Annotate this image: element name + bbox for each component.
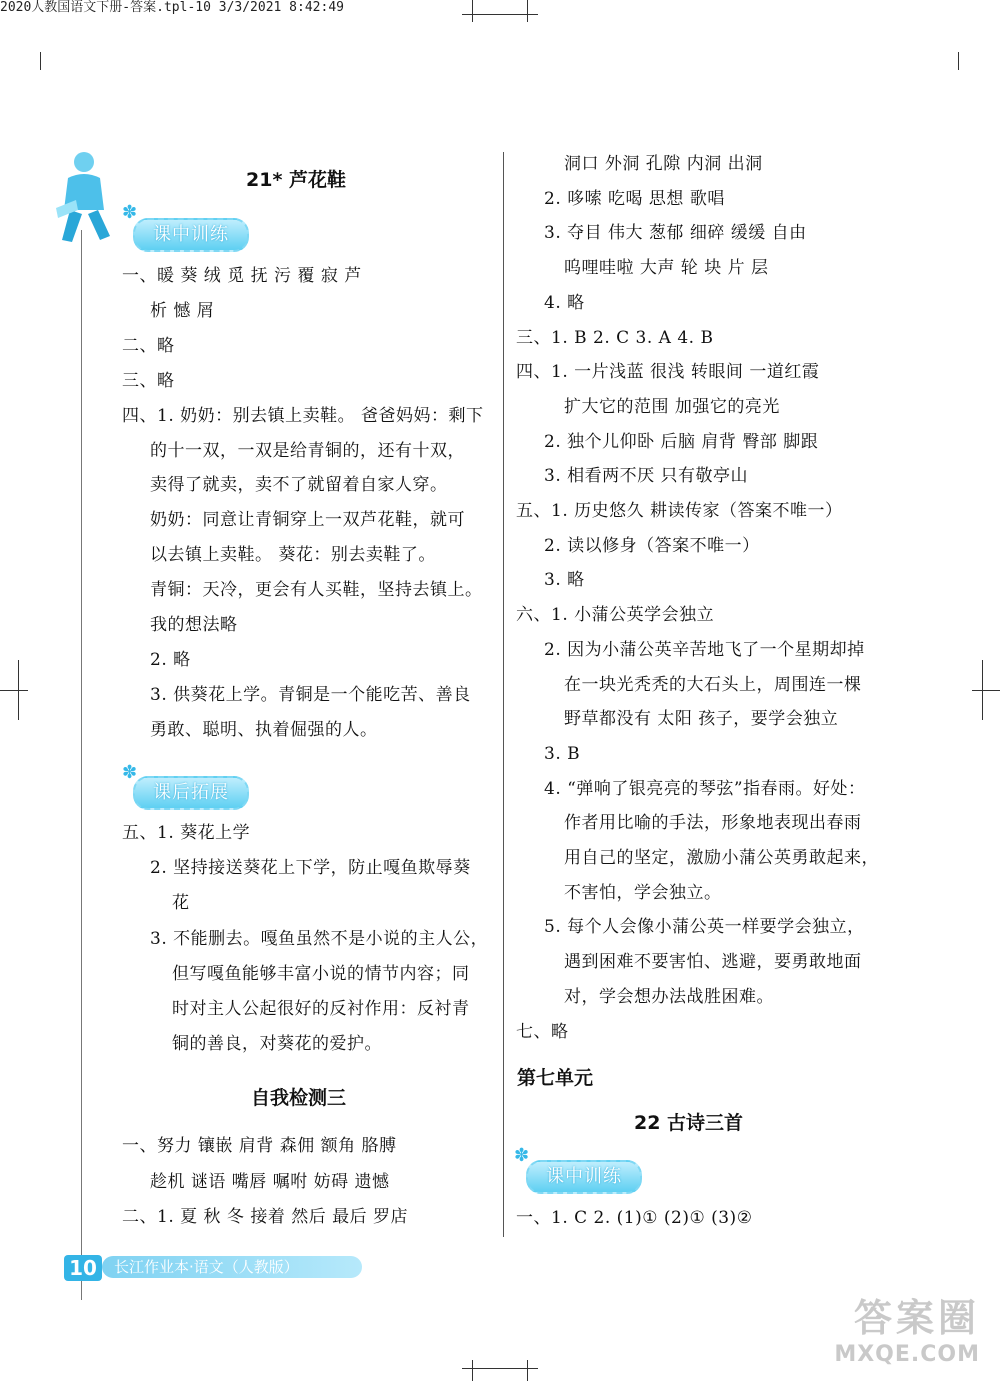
answer-line: 五、1. 历史悠久 耕读传家（答案不唯一） <box>516 501 843 521</box>
answer-line: 三、略 <box>122 370 175 391</box>
answer-line: 对，学会想办法战胜困难。 <box>564 986 774 1007</box>
answer-line: 四、1. 一片浅蓝 很浅 转眼间 一道红霞 <box>516 362 820 383</box>
answer-line: 二、1. 夏 秋 冬 接着 然后 最后 罗店 <box>122 1207 409 1227</box>
answer-line: 2. 哆嗦 吃喝 思想 歌唱 <box>544 188 725 209</box>
in-class-training-badge: 课中训练 <box>133 218 249 252</box>
answer-line: 三、1. B 2. C 3. A 4. B <box>516 327 714 348</box>
answer-line: 四、1. 奶奶：别去镇上卖鞋。 爸爸妈妈：剩下 <box>122 405 484 426</box>
answer-line: 2. 略 <box>150 649 191 670</box>
answer-line: 3. 不能删去。嘎鱼虽然不是小说的主人公， <box>150 928 489 949</box>
crop-mark <box>972 690 1000 691</box>
crop-mark <box>527 0 528 22</box>
answer-line: 时对主人公起很好的反衬作用：反衬青 <box>172 999 470 1019</box>
answer-line: 花 <box>172 893 190 914</box>
answer-line: 一、暖 葵 绒 觅 抚 污 覆 寂 芦 <box>122 266 362 286</box>
crop-mark <box>462 1368 538 1369</box>
answer-line: 以去镇上卖鞋。 葵花：别去卖鞋了。 <box>150 545 436 566</box>
answer-line: 我的想法略 <box>150 615 238 635</box>
answer-line: 2. 独个儿仰卧 后脑 肩背 臀部 脚跟 <box>544 431 819 452</box>
answer-line: 七、略 <box>516 1021 569 1042</box>
answer-line: 3. 略 <box>544 570 585 591</box>
crop-mark <box>472 1360 473 1381</box>
column-divider <box>503 152 504 1237</box>
unit-7-heading: 第七单元 <box>517 1067 594 1089</box>
answer-line: 3. 相看两不厌 只有敬亭山 <box>544 466 749 487</box>
answer-line: 析 憾 屑 <box>150 300 215 321</box>
answer-line: 二、略 <box>122 335 175 356</box>
answer-line: 不害怕，学会独立。 <box>564 882 722 903</box>
lesson-21-title: 21* 芦花鞋 <box>246 169 346 191</box>
in-class-training-badge-right: 课中训练 <box>526 1160 642 1194</box>
answer-line: 3. 夺目 伟大 葱郁 细碎 缓缓 自由 <box>544 223 807 244</box>
answer-line: 作者用比喻的手法，形象地表现出春雨 <box>564 813 862 834</box>
answer-line: 一、努力 镶嵌 肩背 森佣 额角 胳膊 <box>122 1136 397 1156</box>
answer-line: 2. 因为小蒲公英辛苦地飞了一个星期却掉 <box>544 639 865 660</box>
answer-line: 奶奶：同意让青铜穿上一双芦花鞋，就可 <box>150 510 465 531</box>
lesson-22-title: 22 古诗三首 <box>634 1112 744 1134</box>
watermark <box>834 1287 980 1367</box>
crop-mark <box>18 660 19 720</box>
answer-line: 勇敢、聪明、执着倔强的人。 <box>150 719 378 740</box>
answer-line: 的十一双，一双是给青铜的，还有十双， <box>150 440 465 461</box>
file-header: 2020人教国语文下册-答案.tpl-10 3/3/2021 8:42:49 <box>0 0 344 15</box>
answer-line: 遇到困难不要害怕、逃避，要勇敢地面 <box>564 952 862 973</box>
crop-mark <box>0 690 28 691</box>
answer-line: 3. 供葵花上学。青铜是一个能吃苦、善良 <box>150 684 471 705</box>
answer-line: 用自己的坚定，激励小蒲公英勇敢起来， <box>564 848 879 868</box>
page-number: 10 <box>64 1255 102 1281</box>
book-title: 长江作业本·语文（人教版） <box>102 1256 362 1278</box>
answer-line: 呜哩哇啦 大声 轮 块 片 层 <box>564 258 769 279</box>
answer-line: 4. “弹响了银亮亮的琴弦”指春雨。好处： <box>544 778 866 799</box>
watermark-logo-text: 答案圈 <box>853 1296 980 1340</box>
answer-line: 五、1. 葵花上学 <box>122 823 251 843</box>
answer-line: 但写嘎鱼能够丰富小说的情节内容；同 <box>172 963 470 984</box>
crop-mark <box>527 1360 528 1381</box>
watermark-url: MXQE.COM <box>834 1342 980 1367</box>
answer-line: 卖得了就卖，卖不了就留着自家人穿。 <box>150 475 448 496</box>
answer-line: 5. 每个人会像小蒲公英一样要学会独立， <box>544 917 865 938</box>
answer-line: 2. 坚持接送葵花上下学，防止嘎鱼欺辱葵 <box>150 858 471 879</box>
answer-line: 2. 读以修身（答案不唯一） <box>544 535 760 556</box>
after-class-extension-badge: 课后拓展 <box>133 776 249 810</box>
crop-mark <box>982 660 983 720</box>
answer-line: 野草都没有 太阳 孩子，要学会独立 <box>564 709 839 730</box>
crop-mark <box>472 0 473 22</box>
answer-line: 青铜：天冷，更会有人买鞋，坚持去镇上。 <box>150 580 483 601</box>
margin-line <box>81 230 82 1300</box>
flower-icon: ✽ <box>122 762 138 783</box>
answer-line: 铜的善良，对葵花的爱护。 <box>172 1034 382 1055</box>
answer-line: 扩大它的范围 加强它的亮光 <box>564 396 780 417</box>
flower-icon: ✽ <box>122 202 138 223</box>
reading-boy-illustration <box>48 148 120 248</box>
answer-line: 趁机 谜语 嘴唇 嘱咐 妨碍 遗憾 <box>150 1171 390 1192</box>
answer-line: 六、1. 小蒲公英学会独立 <box>516 605 715 626</box>
answer-line: 洞口 外洞 孔隙 内洞 出洞 <box>564 154 763 174</box>
self-test-3-title: 自我检测三 <box>251 1087 347 1109</box>
answer-line: 在一块光秃秃的大石头上，周围连一棵 <box>564 674 862 695</box>
answer-line: 3. B <box>544 743 581 764</box>
answer-line: 4. 略 <box>544 292 585 313</box>
flower-icon: ✽ <box>514 1145 530 1166</box>
lesson-22-answer: 一、1. C 2. (1)① (2)① (3)② <box>516 1208 753 1228</box>
crop-mark <box>462 14 538 15</box>
crop-mark <box>40 52 41 70</box>
crop-mark <box>958 52 959 70</box>
